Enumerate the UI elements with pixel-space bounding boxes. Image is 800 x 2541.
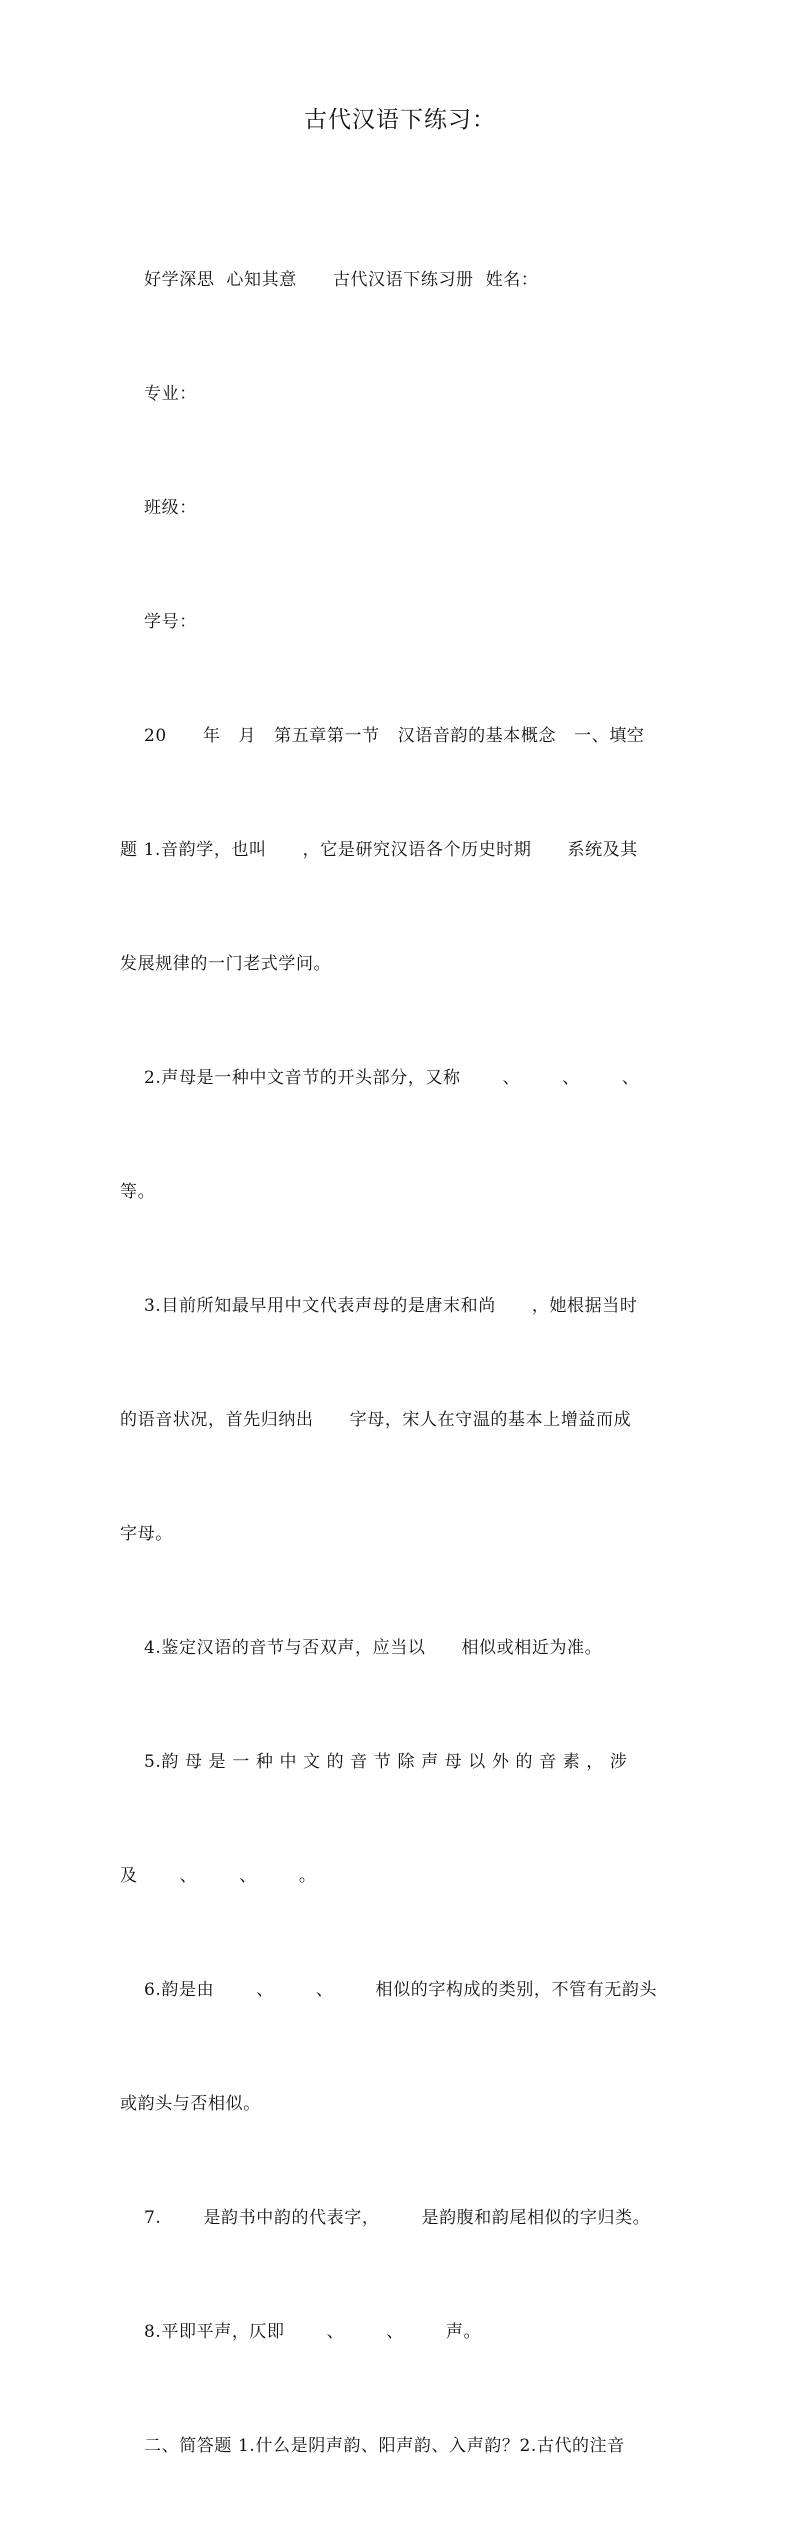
text-line: 5.韵 母 是 一 种 中 文 的 音 节 除 声 母 以 外 的 音 素 ， 涉 (120, 1752, 628, 1772)
text-line: 2.声母是一种中文音节的开头部分，又称 、 、 、 (120, 1068, 640, 1088)
text-line: 7. 是韵书中韵的代表字， 是韵腹和韵尾相似的字归类。 (120, 2208, 651, 2228)
text-line: 专业： (120, 384, 197, 404)
text-line: 好学深思 心知其意 古代汉语下练习册 姓名： (120, 270, 539, 290)
header-line (120, 185, 680, 2541)
text-line: 20 年 月 第五章第一节 汉语音韵的基本概念 一、填空 (120, 726, 645, 746)
text-line: 等。 (120, 1182, 156, 1202)
text-line: 或韵头与否相似。 (120, 2094, 261, 2114)
text-line: 字母。 (120, 1524, 173, 1544)
text-line: 发展规律的一门老式学问。 (120, 954, 332, 974)
text-line: 学号： (120, 612, 197, 632)
text-line: 题 1.音韵学，也叫 ，它是研究汉语各个历史时期 系统及其 (120, 840, 638, 860)
text-line: 6.韵是由 、 、 相似的字构成的类别，不管有无韵头 (120, 1980, 658, 2000)
text-line: 的语音状况，首先归纳出 字母，宋人在守温的基本上增益而成 (120, 1410, 632, 1430)
text-line: 及 、 、 。 (120, 1866, 317, 1886)
text-line: 班级： (120, 498, 197, 518)
text-line: 3.目前所知最早用中文代表声母的是唐末和尚 ，她根据当时 (120, 1296, 638, 1316)
text-line: 8.平即平声，仄即 、 、 声。 (120, 2322, 482, 2342)
text-line: 4.鉴定汉语的音节与否双声，应当以 相似或相近为准。 (120, 1638, 603, 1658)
document-title: 古代汉语下练习： (304, 107, 496, 133)
text-line: 二、简答题 1.什么是阴声韵、阳声韵、入声韵？2.古代的注音 (120, 2436, 625, 2456)
